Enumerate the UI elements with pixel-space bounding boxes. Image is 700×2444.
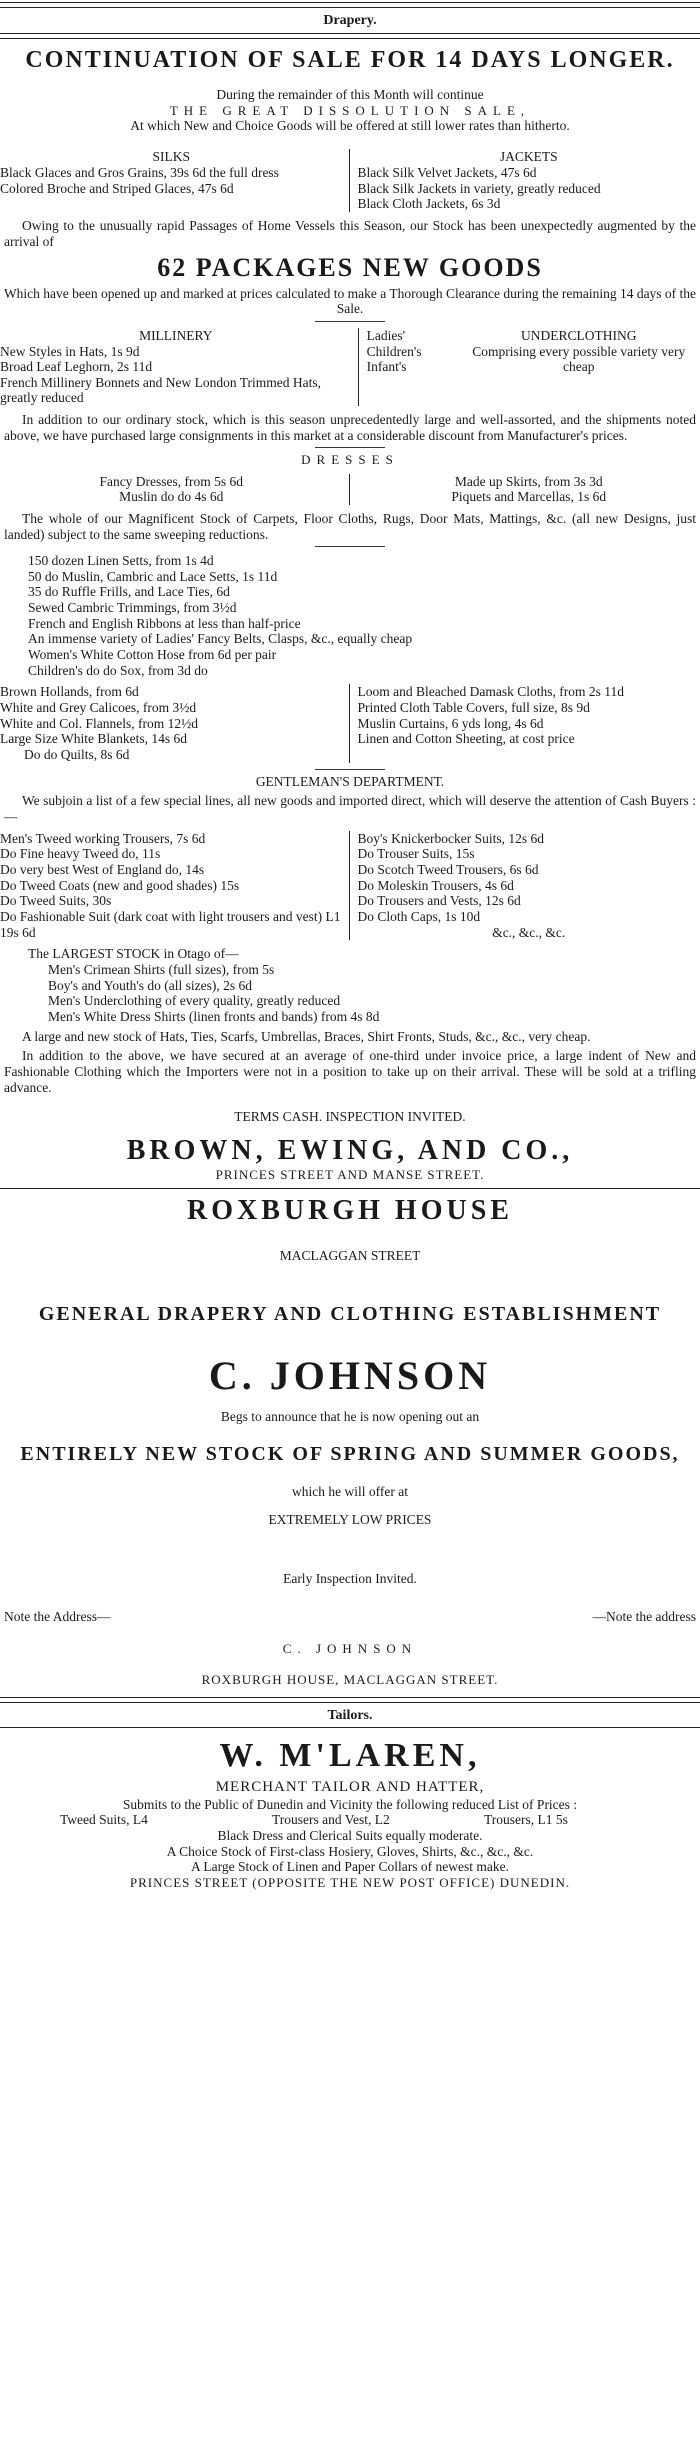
hats-paragraph: A large and new stock of Hats, Ties, Scarfs, Umbrellas, Braces, Shirt Fronts, Studs, &c., &c., very cheap. xyxy=(22,1028,591,1044)
price-item: Tweed Suits, L4 xyxy=(60,1812,148,1828)
gent-item: Do Trousers and Vests, 12s 6d xyxy=(357,893,521,909)
rule xyxy=(0,1727,700,1728)
johnson-name: C. JOHNSON xyxy=(208,1352,492,1398)
dresses-item: Piquets and Marcellas, 1s 6d xyxy=(451,489,607,505)
section-heading-tailors: Tailors. xyxy=(327,1707,373,1723)
gent-item: Do very best West of England do, 14s xyxy=(0,861,205,877)
rule xyxy=(0,33,700,39)
jackets-heading: JACKETS xyxy=(499,149,558,165)
which: which he will offer at xyxy=(292,1483,408,1499)
largest-item: Men's Underclothing of every quality, greatly reduced xyxy=(48,993,341,1009)
note-right: —Note the address xyxy=(592,1608,696,1624)
gent-item: Men's Tweed working Trousers, 7s 6d xyxy=(0,830,206,846)
large-stock: A Large Stock of Linen and Paper Collars of newest make. xyxy=(190,1859,510,1875)
dresses-item: Made up Skirts, from 3s 3d xyxy=(454,473,603,489)
price-item: Trousers, L1 5s xyxy=(484,1812,568,1828)
millinery-heading: MILLINERY xyxy=(139,327,213,343)
gent-item: Do Trouser Suits, 15s xyxy=(357,846,475,862)
johnson-address: ROXBURGH HOUSE, MACLAGGAN STREET. xyxy=(201,1671,499,1687)
price-item: Trousers and Vest, L2 xyxy=(272,1812,390,1828)
dresses-heading: DRESSES xyxy=(301,452,399,468)
linen-item: Women's White Cotton Hose from 6d per pair xyxy=(28,647,277,663)
millinery-item: French Millinery Bonnets and New London Trimmed Hats, greatly reduced xyxy=(0,374,321,406)
mlaren-address: PRINCES STREET (OPPOSITE THE NEW POST OFFICE) DUNEDIN. xyxy=(129,1875,571,1891)
gent-item: Do Moleskin Trousers, 4s 6d xyxy=(357,877,514,893)
largest-stock: The LARGEST STOCK in Otago of— xyxy=(28,946,239,962)
hollands-item: Loom and Bleached Damask Cloths, from 2s 11d xyxy=(357,684,624,700)
largest-item: Men's Crimean Shirts (full sizes), from 5s xyxy=(48,961,275,977)
gent-item: Do Tweed Suits, 30s xyxy=(0,893,112,909)
addition-paragraph: In addition to our ordinary stock, which is this season unprecedentedly large and well-assorted, and the shipments noted above, we have purchased large consignments in this market at a considerable discount from Manufacturer's prices. xyxy=(4,412,696,443)
rule xyxy=(0,1188,700,1189)
divider xyxy=(315,447,385,448)
jackets-item: Black Silk Jackets in variety, greatly reduced xyxy=(357,180,601,196)
choice-stock: A Choice Stock of First-class Hosiery, Gloves, Shirts, &c., &c., &c. xyxy=(166,1843,534,1859)
rule xyxy=(0,1697,700,1703)
linen-item: French and English Ribbons at less than half-price xyxy=(28,615,301,631)
silks-item: Black Glaces and Gros Grains, 39s 6d the full dress xyxy=(0,165,279,181)
linen-item: Sewed Cambric Trimmings, from 3½d xyxy=(28,600,237,616)
hollands-item: Linen and Cotton Sheeting, at cost price xyxy=(357,731,575,747)
intro-line: During the remainder of this Month will continue xyxy=(216,87,484,103)
carpets-paragraph: The whole of our Magnificent Stock of Carpets, Floor Cloths, Rugs, Door Mats, Mattings, &c. (all new Designs, just landed) subject to the same sweeping reductions. xyxy=(4,510,696,542)
underclothing-heading: UNDERCLOTHING xyxy=(521,327,637,343)
section-heading-drapery: Drapery. xyxy=(323,13,377,28)
gent-item: Do Tweed Coats (new and good shades) 15s xyxy=(0,877,240,893)
jackets-item: Black Silk Velvet Jackets, 47s 6d xyxy=(357,165,537,181)
firm-name: BROWN, EWING, AND CO., xyxy=(126,1134,574,1166)
house-name: ROXBURGH HOUSE xyxy=(187,1195,513,1227)
terms: TERMS CASH. INSPECTION INVITED. xyxy=(234,1109,466,1125)
great-sale: THE GREAT DISSOLUTION SALE, xyxy=(169,102,531,118)
gent-item: Do Scotch Tweed Trousers, 6s 6d xyxy=(357,861,539,877)
entirely-new: ENTIRELY NEW STOCK OF SPRING AND SUMMER GOODS, xyxy=(20,1442,680,1465)
divider xyxy=(315,546,385,547)
note-left: Note the Address— xyxy=(4,1608,111,1624)
mlaren-name: W. M'LAREN, xyxy=(219,1736,481,1774)
linen-item: 35 do Ruffle Frills, and Lace Ties, 6d xyxy=(28,584,230,600)
hollands-item: Large Size White Blankets, 14s 6d xyxy=(0,731,187,747)
top-rule xyxy=(0,2,700,8)
intro-line: At which New and Choice Goods will be offered at still lower rates than hitherto. xyxy=(130,117,570,133)
gent-item: Boy's Knickerbocker Suits, 12s 6d xyxy=(357,830,545,846)
packages-headline: 62 PACKAGES NEW GOODS xyxy=(157,253,543,283)
black-suits: Black Dress and Clerical Suits equally moderate. xyxy=(217,1828,483,1844)
early: Early Inspection Invited. xyxy=(283,1571,417,1587)
largest-item: Men's White Dress Shirts (linen fronts and bands) from 4s 8d xyxy=(48,1008,380,1024)
hollands xyxy=(0,684,700,762)
dresses-item: Fancy Dresses, from 5s 6d xyxy=(99,473,244,489)
divider xyxy=(315,769,385,770)
hollands-item: White and Grey Calicoes, from 3½d xyxy=(0,700,197,716)
ladies-label: Infant's xyxy=(366,359,407,375)
millinery-item: Broad Leaf Leghorn, 2s 11d xyxy=(0,359,153,375)
silks-item: Colored Broche and Striped Glaces, 47s 6d xyxy=(0,180,234,196)
hollands-item: Printed Cloth Table Covers, full size, 8s 9d xyxy=(357,700,590,716)
hollands-item: Muslin Curtains, 6 yds long, 4s 6d xyxy=(357,715,544,731)
millinery-item: New Styles in Hats, 1s 9d xyxy=(0,343,140,359)
gent-item: &c., &c., &c. xyxy=(492,924,566,940)
linen-item: 150 dozen Linen Setts, from 1s 4d xyxy=(28,553,214,569)
silks-jackets xyxy=(0,149,700,212)
begs: Begs to announce that he is now opening out an xyxy=(220,1409,480,1425)
johnson-name-2: C. JOHNSON xyxy=(282,1640,418,1656)
dresses xyxy=(0,474,700,505)
hollands-item: Do do Quilts, 8s 6d xyxy=(24,747,130,763)
establishment: GENERAL DRAPERY AND CLOTHING ESTABLISHMENT xyxy=(38,1303,662,1326)
linen-item: Children's do do Sox, from 3d do xyxy=(28,662,208,678)
jackets-item: Black Cloth Jackets, 6s 3d xyxy=(357,196,501,212)
advert-brown-ewing xyxy=(0,47,700,1182)
linen-list xyxy=(0,553,700,678)
advert-mlaren xyxy=(0,1736,700,1890)
note-address xyxy=(4,1609,696,1625)
advert-johnson xyxy=(0,1195,700,1686)
linen-item: 50 do Muslin, Cambric and Lace Setts, 1s 11d xyxy=(28,568,278,584)
largest-item: Boy's and Youth's do (all sizes), 2s 6d xyxy=(48,977,252,993)
ladies-label: Ladies' xyxy=(366,327,406,343)
mlaren-trade: MERCHANT TAILOR AND HATTER, xyxy=(215,1779,485,1796)
headline: CONTINUATION OF SALE FOR 14 DAYS LONGER. xyxy=(25,47,675,74)
hollands-item: Brown Hollands, from 6d xyxy=(0,684,139,700)
extremely-low: EXTREMELY LOW PRICES xyxy=(268,1511,432,1527)
opened-paragraph: Which have been opened up and marked at prices calculated to make a Thorough Clearance during the remaining 14 days of the Sale. xyxy=(3,285,697,317)
street: MACLAGGAN STREET xyxy=(279,1247,421,1263)
gent-lists xyxy=(0,831,700,941)
price-list xyxy=(60,1812,696,1828)
owing-paragraph: Owing to the unusually rapid Passages of Home Vessels this Season, our Stock has been unexpectedly augmented by the arrival of xyxy=(4,218,696,249)
gent-item: Do Fine heavy Tweed do, 11s xyxy=(0,846,161,862)
dresses-item: Muslin do do 4s 6d xyxy=(119,489,224,505)
gent-item: Do Cloth Caps, 1s 10d xyxy=(357,908,481,924)
linen-item: An immense variety of Ladies' Fancy Belts, Clasps, &c., equally cheap xyxy=(28,631,413,647)
gent-item: Do Fashionable Suit (dark coat with light trousers and vest) L1 19s 6d xyxy=(0,908,341,940)
ladies-label: Children's xyxy=(366,343,422,359)
divider xyxy=(315,321,385,322)
submits: Submits to the Public of Dunedin and Vicinity the following reduced List of Prices : xyxy=(122,1796,578,1812)
gent-heading: GENTLEMAN'S DEPARTMENT. xyxy=(255,773,445,789)
millinery-underclothing xyxy=(0,328,700,406)
firm-address: PRINCES STREET AND MANSE STREET. xyxy=(215,1167,485,1183)
silks-heading: SILKS xyxy=(152,149,190,165)
secured-paragraph: In addition to the above, we have secured at an average of one-third under invoice price, a large indent of New and Fashionable Clothing which the Importers were not in a position to take up on their arrival. These will be sold at a trifling advance. xyxy=(4,1048,696,1095)
gent-intro: We subjoin a list of a few special lines, all new goods and imported direct, which will deserve the attention of Cash Buyers :— xyxy=(4,793,696,824)
hollands-item: White and Col. Flannels, from 12½d xyxy=(0,715,198,731)
underclothing-text: Comprising every possible variety very cheap xyxy=(472,343,686,375)
